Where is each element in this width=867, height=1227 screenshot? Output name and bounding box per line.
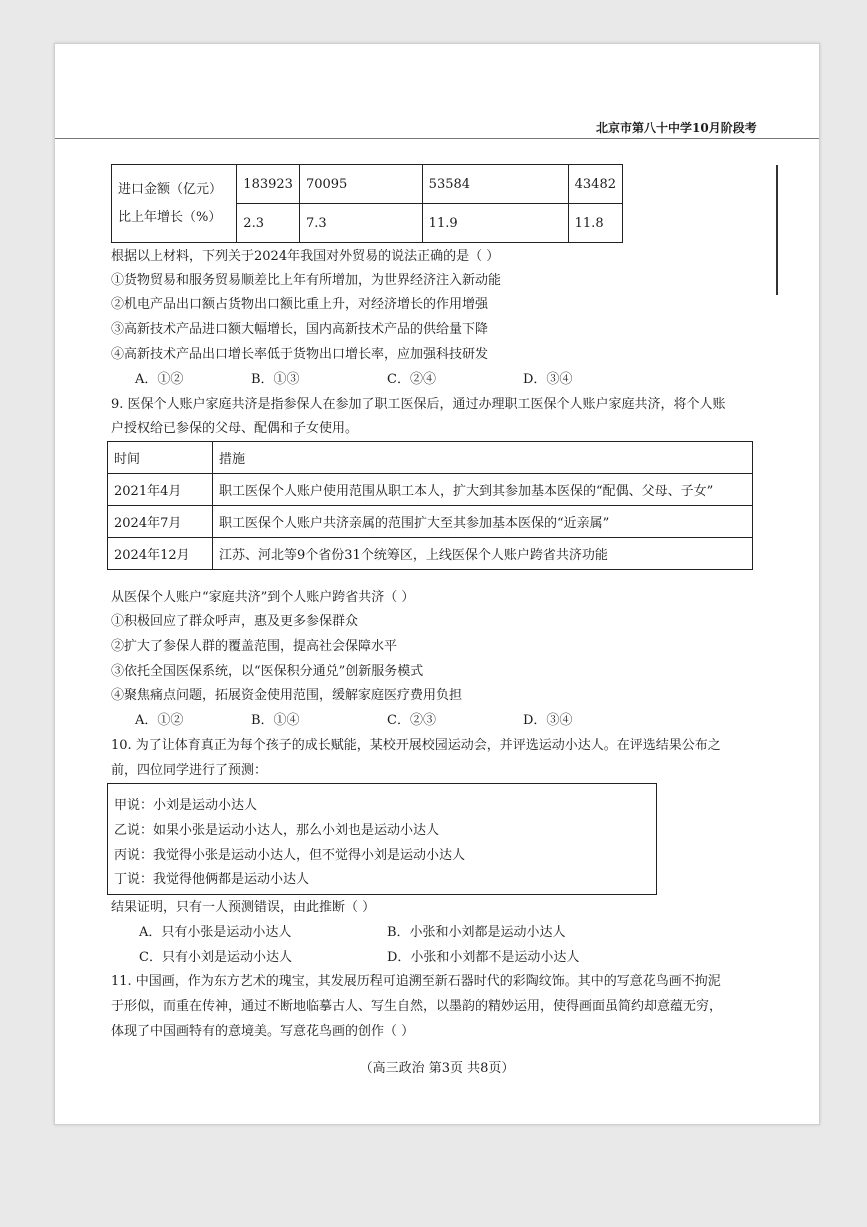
forecast-statement: 甲说：小刘是运动小达人 <box>114 798 258 813</box>
table-cell: 2024年7月 <box>108 506 213 538</box>
table-cell: 2.3 <box>237 204 300 243</box>
q8-item: ②机电产品出口额占货物出口额比重上升，对经济增长的作用增强 <box>111 297 489 312</box>
table-cell: 43482 <box>568 165 622 204</box>
row-label-growth: 比上年增长（%） <box>118 209 222 225</box>
forecast-box <box>107 783 657 895</box>
q9-option-a[interactable]: A．①② <box>135 713 184 728</box>
table-cell: 183923 <box>237 165 300 204</box>
table-cell: 职工医保个人账户共济亲属的范围扩大至其参加基本医保的“近亲属” <box>213 506 753 538</box>
q10-option-d[interactable]: D．小张和小刘都不是运动小达人 <box>387 950 580 965</box>
q9-question: 从医保个人账户“家庭共济”到个人账户跨省共济（ ） <box>111 590 415 605</box>
q9-stem: 户授权给已参保的父母、配偶和子女使用。 <box>111 421 359 436</box>
q11-stem: 体现了中国画特有的意境美。写意花鸟画的创作（ ） <box>111 1024 415 1039</box>
q8-option-c[interactable]: C．②④ <box>387 372 436 387</box>
table-cell: 2021年4月 <box>108 474 213 506</box>
policy-table <box>107 441 753 570</box>
table-cell: 53584 <box>422 165 568 204</box>
table-cell: 职工医保个人账户使用范围从职工本人，扩大到其参加基本医保的“配偶、父母、子女” <box>213 474 753 506</box>
q8-item: ①货物贸易和服务贸易顺差比上年有所增加，为世界经济注入新动能 <box>111 273 502 288</box>
forecast-statement: 丙说：我觉得小张是运动小达人，但不觉得小刘是运动小达人 <box>114 848 466 863</box>
table-cell: 江苏、河北等9个省份31个统筹区，上线医保个人账户跨省共济功能 <box>213 538 753 570</box>
q9-item: ①积极回应了群众呼声，惠及更多参保群众 <box>111 614 359 629</box>
table-cell: 11.8 <box>568 204 622 243</box>
table-row <box>112 165 623 204</box>
forecast-statement: 乙说：如果小张是运动小达人，那么小刘也是运动小达人 <box>114 823 440 838</box>
q10-option-a[interactable]: A．只有小张是运动小达人 <box>139 925 292 940</box>
table-cell: 70095 <box>299 165 422 204</box>
q10-option-b[interactable]: B．小张和小刘都是运动小达人 <box>387 925 566 940</box>
school-header-title: 北京市第八十中学10月阶段考 <box>596 121 757 135</box>
q8-option-d[interactable]: D．③④ <box>523 372 573 387</box>
q9-option-c[interactable]: C．②③ <box>387 713 436 728</box>
exam-page <box>54 43 820 1125</box>
table-header-row <box>108 442 753 474</box>
table-row <box>108 538 753 570</box>
q10-question: 结果证明，只有一人预测错误，由此推断（ ） <box>111 900 376 915</box>
q10-option-c[interactable]: C．只有小刘是运动小达人 <box>139 950 292 965</box>
q8-item: ④高新技术产品出口增长率低于货物出口增长率，应加强科技研发 <box>111 347 489 362</box>
table-cell: 11.9 <box>422 204 568 243</box>
q9-stem: 9. 医保个人账户家庭共济是指参保人在参加了职工医保后，通过办理职工医保个人账户家庭共济，将个人账 <box>111 397 726 412</box>
q11-stem: 于形似，而重在传神，通过不断地临摹古人、写生自然，以墨韵的精妙运用，使得画面虽简约却意蕴无穷， <box>111 999 723 1014</box>
page-footer: （高三政治 第3页 共8页） <box>359 1061 515 1076</box>
q8-option-b[interactable]: B．①③ <box>251 372 300 387</box>
forecast-statement: 丁说：我觉得他俩都是运动小达人 <box>114 872 310 887</box>
q10-stem: 前，四位同学进行了预测： <box>111 763 268 778</box>
margin-mark <box>776 165 778 295</box>
q9-option-d[interactable]: D．③④ <box>523 713 573 728</box>
q8-item: ③高新技术产品进口额大幅增长，国内高新技术产品的供给量下降 <box>111 322 489 337</box>
q11-stem: 11. 中国画，作为东方艺术的瑰宝，其发展历程可追溯至新石器时代的彩陶纹饰。其中的写意花鸟画不拘泥 <box>111 974 721 989</box>
header-divider <box>55 138 819 139</box>
table-header-cell: 措施 <box>213 442 753 474</box>
table-cell: 2024年12月 <box>108 538 213 570</box>
trade-table <box>111 164 623 243</box>
table-header-cell: 时间 <box>108 442 213 474</box>
q9-item: ②扩大了参保人群的覆盖范围，提高社会保障水平 <box>111 639 398 654</box>
q8-stem: 根据以上材料，下列关于2024年我国对外贸易的说法正确的是（ ） <box>111 249 500 264</box>
q8-option-a[interactable]: A．①② <box>135 372 184 387</box>
q9-option-b[interactable]: B．①④ <box>251 713 300 728</box>
q9-item: ④聚焦痛点问题，拓展资金使用范围，缓解家庭医疗费用负担 <box>111 688 463 703</box>
table-row <box>108 474 753 506</box>
row-labels-cell <box>112 165 237 243</box>
table-cell: 7.3 <box>299 204 422 243</box>
q10-stem: 10. 为了让体育真正为每个孩子的成长赋能，某校开展校园运动会，并评选运动小达人。在评选结果公布之 <box>111 738 721 753</box>
row-label-import: 进口金额（亿元） <box>118 181 223 197</box>
table-row <box>108 506 753 538</box>
q9-item: ③依托全国医保系统，以“医保积分通兑”创新服务模式 <box>111 664 424 679</box>
